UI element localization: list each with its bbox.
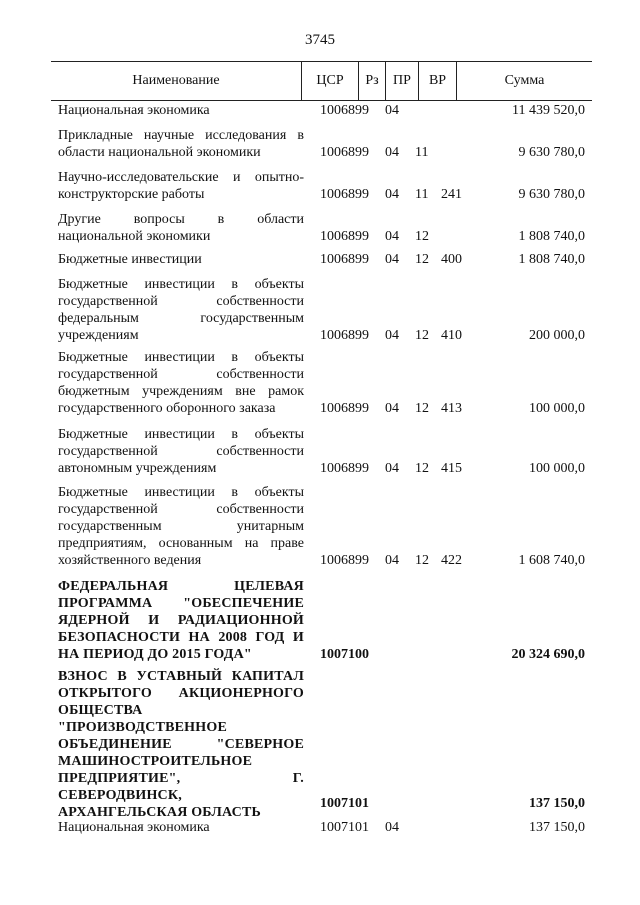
table-row xyxy=(0,668,640,820)
table-row xyxy=(0,102,640,119)
row-name: Бюджетные инвестиции в объекты государственной собственности государственным унитарным предприятиям, основанным на праве хозяйственного ведения xyxy=(58,485,304,568)
row-pr: 12 xyxy=(415,229,429,244)
row-csr: 1006899 xyxy=(320,401,369,416)
row-vr: 241 xyxy=(441,187,462,202)
row-rz: 04 xyxy=(385,553,399,568)
row-sum: 9 630 780,0 xyxy=(518,187,585,202)
row-name: Бюджетные инвестиции в объекты государственной собственности автономным учреждениям xyxy=(58,427,304,476)
row-sum: 200 000,0 xyxy=(529,328,585,343)
row-vr: 400 xyxy=(441,252,462,267)
header-name: Наименование xyxy=(132,73,220,88)
row-pr: 12 xyxy=(415,328,429,343)
row-name: ФЕДЕРАЛЬНАЯ ЦЕЛЕВАЯ ПРОГРАММА "ОБЕСПЕЧЕНИЕ ЯДЕРНОЙ И РАДИАЦИОННОЙ БЕЗОПАСНОСТИ НА 2008 ГОД И НА ПЕРИОД ДО 2015 ГОДА" xyxy=(58,579,304,662)
row-vr: 410 xyxy=(441,328,462,343)
row-name: Бюджетные инвестиции в объекты государственной собственности федеральным государственным учреждениям xyxy=(58,277,304,343)
row-sum: 11 439 520,0 xyxy=(512,103,585,118)
row-vr: 413 xyxy=(441,401,462,416)
row-rz: 04 xyxy=(385,229,399,244)
row-rz: 04 xyxy=(385,252,399,267)
row-name: Бюджетные инвестиции xyxy=(58,252,202,267)
row-sum: 100 000,0 xyxy=(529,401,585,416)
row-name: Научно-исследовательские и опытно-конструкторские работы xyxy=(58,170,304,202)
row-sum: 137 150,0 xyxy=(529,820,585,835)
header-rz: Рз xyxy=(365,73,379,88)
row-csr: 1006899 xyxy=(320,328,369,343)
row-csr: 1006899 xyxy=(320,229,369,244)
row-sum: 1 608 740,0 xyxy=(518,553,585,568)
table-row xyxy=(0,484,640,569)
row-sum: 1 808 740,0 xyxy=(518,229,585,244)
row-csr: 1007100 xyxy=(320,647,369,662)
row-sum: 20 324 690,0 xyxy=(511,647,585,662)
table-row xyxy=(0,276,640,344)
table-row xyxy=(0,426,640,477)
row-csr: 1006899 xyxy=(320,187,369,202)
table-row xyxy=(0,819,640,836)
table-header xyxy=(51,61,592,101)
row-pr: 11 xyxy=(415,187,429,202)
row-pr: 11 xyxy=(415,145,429,160)
row-rz: 04 xyxy=(385,328,399,343)
row-pr: 12 xyxy=(415,252,429,267)
table-row xyxy=(0,211,640,245)
table-row xyxy=(0,127,640,161)
header-csr: ЦСР xyxy=(316,73,344,88)
row-pr: 12 xyxy=(415,461,429,476)
row-name: Прикладные научные исследования в области национальной экономики xyxy=(58,128,304,160)
row-sum: 137 150,0 xyxy=(529,796,585,811)
row-vr: 422 xyxy=(441,553,462,568)
row-name: Национальная экономика xyxy=(58,820,210,835)
row-rz: 04 xyxy=(385,461,399,476)
row-csr: 1007101 xyxy=(320,796,369,811)
row-csr: 1006899 xyxy=(320,461,369,476)
row-vr: 415 xyxy=(441,461,462,476)
row-csr: 1006899 xyxy=(320,252,369,267)
row-rz: 04 xyxy=(385,820,399,835)
header-pr: ПР xyxy=(393,73,411,88)
row-sum: 1 808 740,0 xyxy=(518,252,585,267)
row-sum: 9 630 780,0 xyxy=(518,145,585,160)
header-vr: ВР xyxy=(428,73,447,88)
row-pr: 12 xyxy=(415,401,429,416)
row-rz: 04 xyxy=(385,187,399,202)
table-row xyxy=(0,169,640,203)
row-name: Другие вопросы в области национальной экономики xyxy=(58,212,304,244)
row-csr: 1007101 xyxy=(320,820,369,835)
row-name: ВЗНОС В УСТАВНЫЙ КАПИТАЛ ОТКРЫТОГО АКЦИОНЕРНОГО ОБЩЕСТВА "ПРОИЗВОДСТВЕННОЕ ОБЪЕДИНЕНИЕ "СЕВЕРНОЕ МАШИНОСТРОИТЕЛЬНОЕ ПРЕДПРИЯТИЕ", Г. СЕВЕРОДВИНСК, АРХАНГЕЛЬСКАЯ ОБЛАСТЬ xyxy=(58,669,304,820)
row-rz: 04 xyxy=(385,145,399,160)
row-pr: 12 xyxy=(415,553,429,568)
row-name: Бюджетные инвестиции в объекты государственной собственности бюджетным учреждениям вне рамок государственного оборонного заказа xyxy=(58,350,304,416)
row-csr: 1006899 xyxy=(320,103,369,118)
row-rz: 04 xyxy=(385,401,399,416)
table-row xyxy=(0,251,640,268)
header-sum: Сумма xyxy=(504,73,545,88)
row-csr: 1006899 xyxy=(320,553,369,568)
row-csr: 1006899 xyxy=(320,145,369,160)
row-rz: 04 xyxy=(385,103,399,118)
row-name: Национальная экономика xyxy=(58,103,210,118)
table-row xyxy=(0,349,640,417)
page-number: 3745 xyxy=(305,32,335,48)
table-row xyxy=(0,578,640,663)
row-sum: 100 000,0 xyxy=(529,461,585,476)
